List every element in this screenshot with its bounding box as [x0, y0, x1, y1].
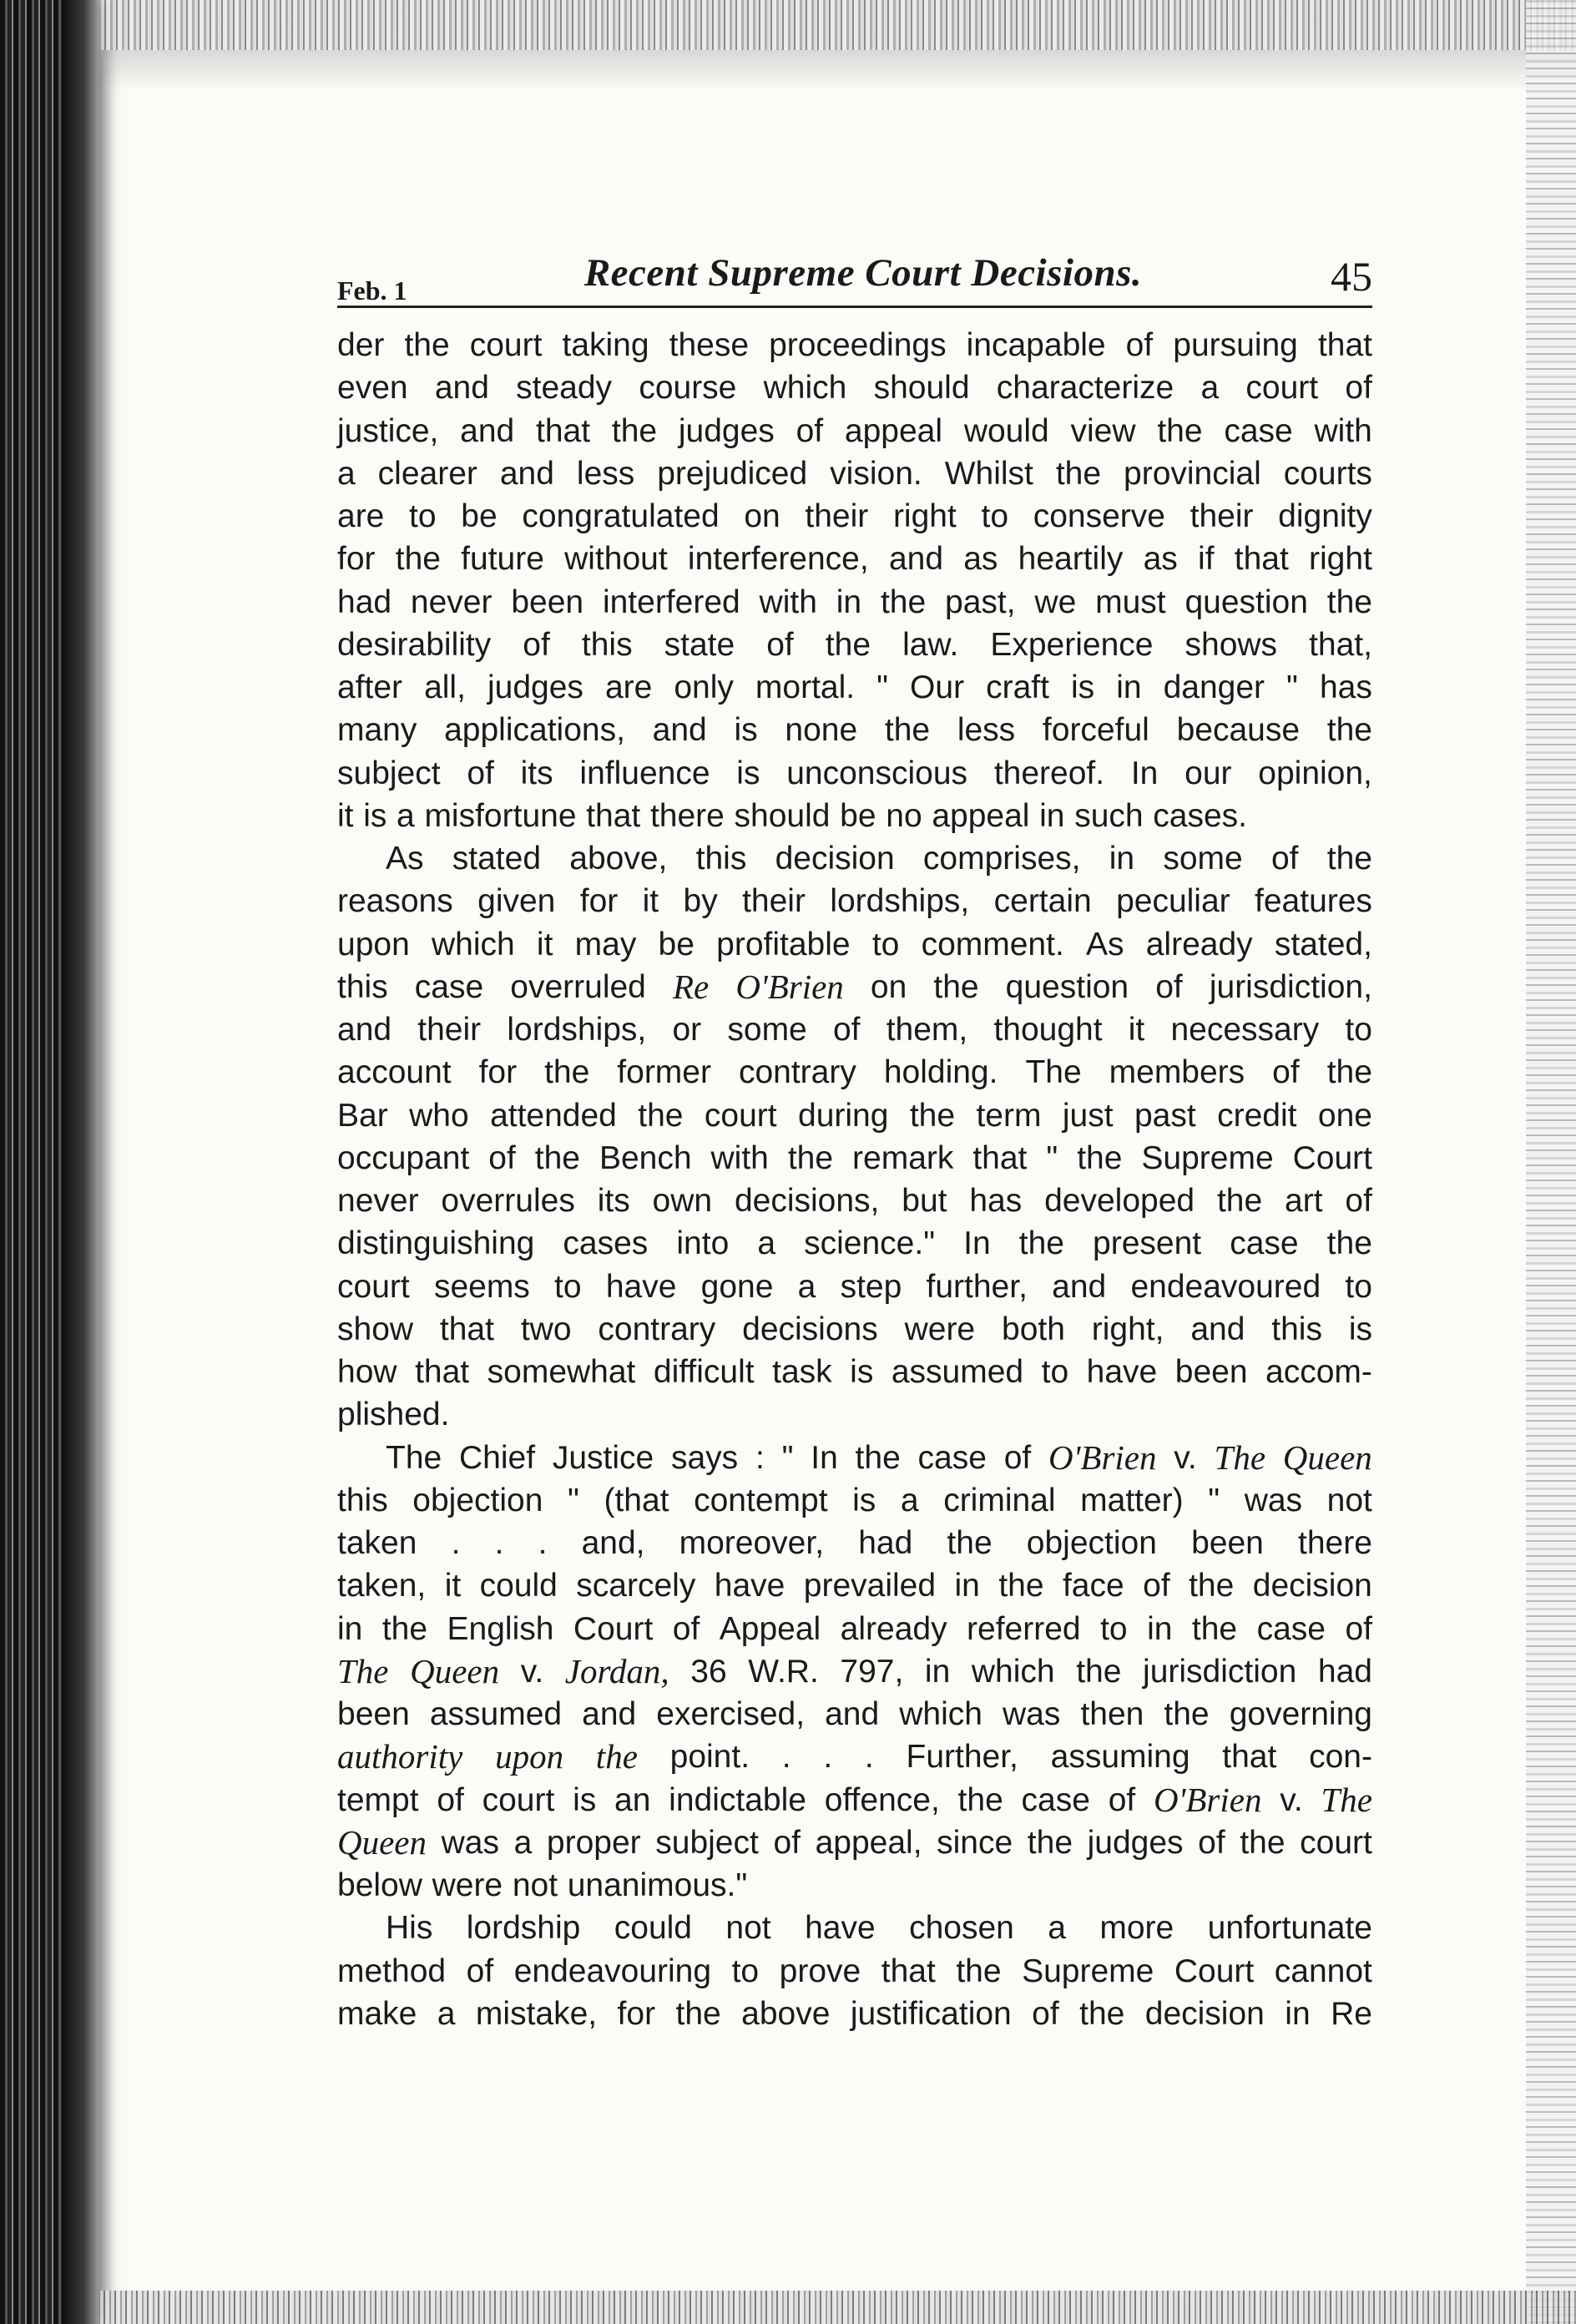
text-line: der the court taking these proceedings incapable of pursuing that	[337, 327, 1372, 363]
page-edge-left	[0, 0, 98, 2324]
page-edge-right	[1526, 0, 1576, 2324]
text-line: show that two contrary decisions were both right, and this is	[337, 1311, 1372, 1347]
text-line: tempt of court is an indictable offence, the case of O'Brien v. The	[337, 1780, 1372, 1819]
text-line: had never been interfered with in the past, we must question the	[337, 584, 1372, 620]
text-line: As stated above, this decision comprises, in some of the	[386, 841, 1372, 877]
page-edge-bottom	[98, 2291, 1576, 2324]
text-line: reasons given for it by their lordships, certain peculiar features	[337, 883, 1372, 920]
page-number: 45	[1331, 253, 1372, 300]
text-line: this objection " (that contempt is a criminal matter) " was not	[337, 1482, 1372, 1518]
text-line: distinguishing cases into a science." In the present case the	[337, 1225, 1372, 1262]
text-line: Bar who attended the court during the term just past credit one	[337, 1097, 1372, 1134]
text-line: for the future without interference, and as heartily as if that right	[337, 541, 1372, 578]
text-line: subject of its influence is unconscious thereof. In our opinion,	[337, 755, 1372, 791]
text-line: how that somewhat difficult task is assumed to have been accom-	[337, 1354, 1372, 1390]
text-line: and their lordships, or some of them, thought it necessary to	[337, 1012, 1372, 1048]
text-line: The Queen v. Jordan, 36 W.R. 797, in which the jurisdiction had	[337, 1651, 1372, 1690]
text-line: The Chief Justice says : " In the case of O'Brien v. The Queen	[386, 1437, 1372, 1477]
text-line: it is a misfortune that there should be no appeal in such cases.	[337, 797, 1247, 834]
text-line: below were not unanimous."	[337, 1867, 748, 1903]
header-date: Feb. 1	[337, 275, 407, 306]
text-line: never overrules its own decisions, but has developed the art of	[337, 1183, 1372, 1219]
text-line: occupant of the Bench with the remark that " the Supreme Court	[337, 1139, 1372, 1176]
text-line: been assumed and exercised, and which was then the governing	[337, 1696, 1372, 1732]
text-line: after all, judges are only mortal. " Our craft is in danger " has	[337, 669, 1372, 705]
running-title: Recent Supreme Court Decisions.	[583, 251, 1143, 295]
page-edge-top-shadow	[98, 50, 1576, 92]
text-line: desirability of this state of the law. Experience shows that,	[337, 626, 1372, 663]
text-line: account for the former contrary holding. The members of the	[337, 1054, 1372, 1091]
text-line: taken . . . and, moreover, had the objection been there	[337, 1525, 1372, 1561]
text-line: court seems to have gone a step further, and endeavoured to	[337, 1268, 1372, 1305]
text-line: many applications, and is none the less forceful because the	[337, 712, 1372, 749]
binding-shadow	[62, 0, 98, 2324]
header-rule	[337, 306, 1372, 308]
text-line: upon which it may be profitable to comment. As already stated,	[337, 926, 1372, 962]
body-text	[337, 324, 1372, 2035]
text-line: taken, it could scarcely have prevailed in the face of the decision	[337, 1568, 1372, 1604]
text-line: plished.	[337, 1397, 450, 1433]
page-edge-top	[98, 0, 1576, 50]
text-line: justice, and that the judges of appeal would view the case with	[337, 412, 1372, 449]
text-line: authority upon the point. . . . Further, assuming that con-	[337, 1737, 1372, 1776]
text-line: a clearer and less prejudiced vision. Whilst the provincial courts	[337, 455, 1372, 492]
text-line: method of endeavouring to prove that the Supreme Court cannot	[337, 1953, 1372, 1989]
text-line: His lordship could not have chosen a more unfortunate	[386, 1910, 1372, 1947]
page-header	[337, 250, 1372, 311]
text-line: Queen was a proper subject of appeal, since the judges of the court	[337, 1822, 1372, 1862]
text-line: this case overruled Re O'Brien on the question of jurisdiction,	[337, 967, 1372, 1006]
text-line: are to be congratulated on their right to conserve their dignity	[337, 498, 1372, 534]
text-line: in the English Court of Appeal already referred to in the case of	[337, 1610, 1372, 1647]
text-line: even and steady course which should characterize a court of	[337, 370, 1372, 407]
text-line: make a mistake, for the above justification of the decision in Re	[337, 1995, 1372, 2032]
